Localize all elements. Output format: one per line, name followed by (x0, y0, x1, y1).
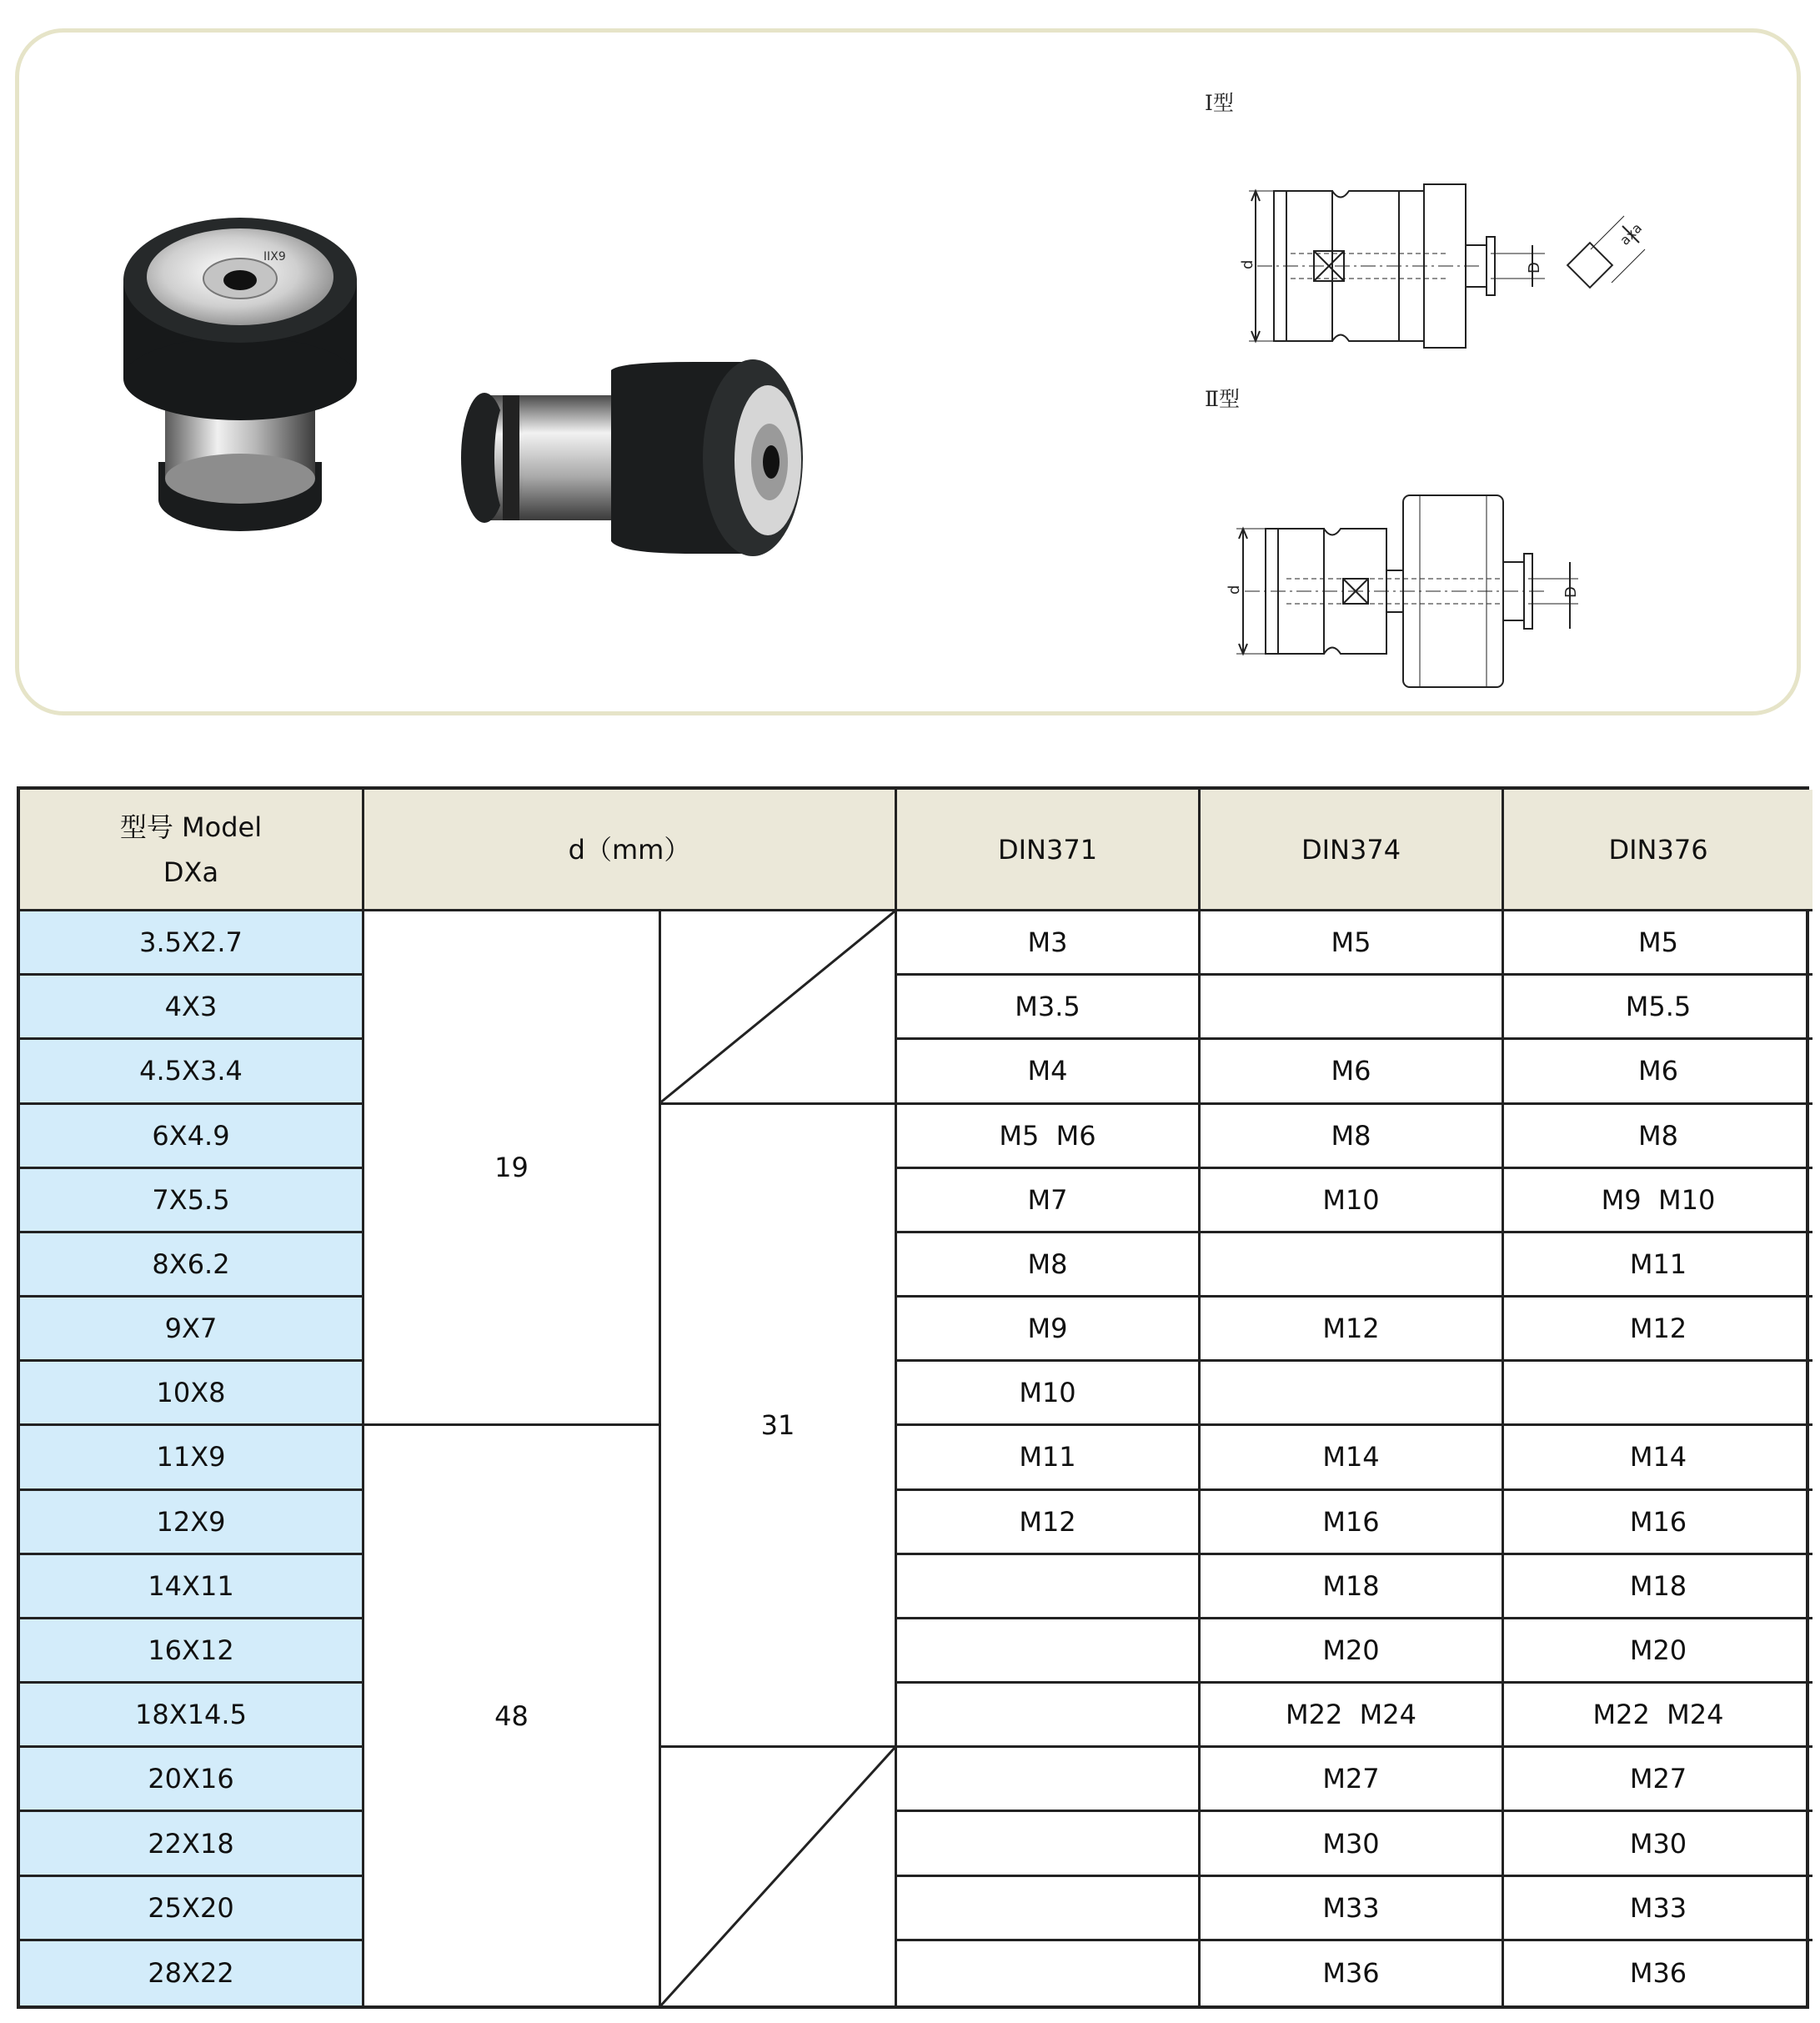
header-din374: DIN374 (1201, 790, 1504, 911)
table-row-model: 11X9 (20, 1426, 364, 1490)
table-cell-din374 (1201, 976, 1504, 1040)
d-empty-diagonal-top (661, 911, 897, 1105)
table-row-model: 7X5.5 (20, 1169, 364, 1233)
table-cell-din371: M3 (897, 911, 1201, 976)
table-cell-din376 (1504, 1362, 1812, 1426)
table-row-model: 10X8 (20, 1362, 364, 1426)
table-row-model: 4X3 (20, 976, 364, 1040)
table-cell-din374 (1201, 1362, 1504, 1426)
header-din376: DIN376 (1504, 790, 1812, 911)
table-cell-din371 (897, 1555, 1201, 1619)
table-cell-din371: M4 (897, 1040, 1201, 1104)
type2-technical-drawing (1220, 462, 1620, 695)
table-row-model: 14X11 (20, 1555, 364, 1619)
type2-label: Ⅱ型 (1205, 387, 1240, 411)
svg-text:IIX9: IIX9 (263, 250, 286, 264)
table-cell-din374: M36 (1201, 1941, 1504, 2005)
table-row-model: 28X22 (20, 1941, 364, 2005)
table-cell-din371 (897, 1877, 1201, 1941)
svg-text:d: d (1239, 259, 1256, 269)
table-row-model: 16X12 (20, 1619, 364, 1684)
table-row-model: 6X4.9 (20, 1105, 364, 1169)
table-cell-din376: M9 M10 (1504, 1169, 1812, 1233)
table-cell-din376: M6 (1504, 1040, 1812, 1104)
table-cell-din374: M14 (1201, 1426, 1504, 1490)
table-cell-din371: M10 (897, 1362, 1201, 1426)
table-row-model: 25X20 (20, 1877, 364, 1941)
d-value-19: 19 (364, 911, 661, 1426)
table-cell-din376: M16 (1504, 1491, 1812, 1555)
table-row-model: 4.5X3.4 (20, 1040, 364, 1104)
svg-text:d: d (1226, 585, 1243, 595)
table-cell-din374: M18 (1201, 1555, 1504, 1619)
table-cell-din374: M27 (1201, 1748, 1504, 1812)
table-cell-din376: M36 (1629, 1957, 1687, 1990)
table-cell-din371 (897, 1619, 1201, 1684)
product-panel (15, 28, 1801, 715)
type1-technical-drawing (1232, 158, 1666, 358)
type1-label: Ⅰ型 (1205, 91, 1234, 115)
table-cell-din376: M14 (1504, 1426, 1812, 1490)
table-cell-din371 (897, 1812, 1201, 1876)
header-model (20, 790, 364, 911)
header-din371: DIN371 (897, 790, 1201, 911)
table-cell-din374: M10 (1201, 1169, 1504, 1233)
table-cell-din374: M8 (1201, 1105, 1504, 1169)
table-cell-din371 (897, 1684, 1201, 1748)
table-cell-din376: M12 (1504, 1298, 1812, 1362)
adapter-photo-front (98, 212, 382, 562)
table-cell-din374: M33 (1201, 1877, 1504, 1941)
spec-table (17, 786, 1809, 2009)
svg-text:D: D (1526, 262, 1543, 274)
table-cell-din376: M18 (1504, 1555, 1812, 1619)
table-cell-din374: M6 (1201, 1040, 1504, 1104)
table-cell-din371: M11 (897, 1426, 1201, 1490)
table-cell-din374: M30 (1201, 1812, 1504, 1876)
table-cell-din374: M16 (1201, 1491, 1504, 1555)
table-cell-din374: M22 M24 (1201, 1684, 1504, 1748)
table-cell-din376: M20 (1504, 1619, 1812, 1684)
table-cell-din376: M5.5 (1504, 976, 1812, 1040)
table-cell-din376: M30 (1504, 1812, 1812, 1876)
table-row-model: 3.5X2.7 (20, 911, 364, 976)
table-cell-din376: M27 (1504, 1748, 1812, 1812)
header-model-line2: DXa (163, 856, 219, 888)
d-value-31: 31 (661, 1105, 897, 1749)
adapter-photo-side (444, 329, 828, 612)
svg-text:axa: axa (1617, 219, 1646, 248)
table-cell-din374: M12 (1201, 1298, 1504, 1362)
table-row-model: 22X18 (20, 1812, 364, 1876)
table-cell-din371: M3.5 (897, 976, 1201, 1040)
table-cell-din371: M9 (897, 1298, 1201, 1362)
table-row-model: 18X14.5 (20, 1684, 364, 1748)
table-cell-din376: M8 (1504, 1105, 1812, 1169)
table-cell-din371: M12 (897, 1491, 1201, 1555)
table-cell-din371 (897, 1748, 1201, 1812)
table-cell-din374: M20 (1201, 1619, 1504, 1684)
table-cell-din371: M5 M6 (897, 1105, 1201, 1169)
table-row-model: 8X6.2 (20, 1233, 364, 1298)
table-cell-din376: M33 (1504, 1877, 1812, 1941)
table-row-model: 12X9 (20, 1491, 364, 1555)
table-row-model: 9X7 (20, 1298, 364, 1362)
table-cell-din371: M8 (897, 1233, 1201, 1298)
d-value-48: 48 (364, 1426, 661, 2005)
table-row-model: 20X16 (20, 1748, 364, 1812)
table-cell-din371: M7 (897, 1169, 1201, 1233)
table-cell-din376: M5 (1504, 911, 1812, 976)
table-cell-din371 (897, 1941, 1201, 2005)
table-cell-din376: M11 (1504, 1233, 1812, 1298)
d-empty-diagonal-bottom (661, 1748, 897, 2005)
svg-text:D: D (1562, 586, 1580, 598)
header-model-line1: 型号 Model (119, 811, 263, 843)
table-cell-din376: M22 M24 (1504, 1684, 1812, 1748)
table-cell-din374: M5 (1201, 911, 1504, 976)
table-cell-din374 (1201, 1233, 1504, 1298)
header-d: d（mm） (364, 790, 897, 911)
